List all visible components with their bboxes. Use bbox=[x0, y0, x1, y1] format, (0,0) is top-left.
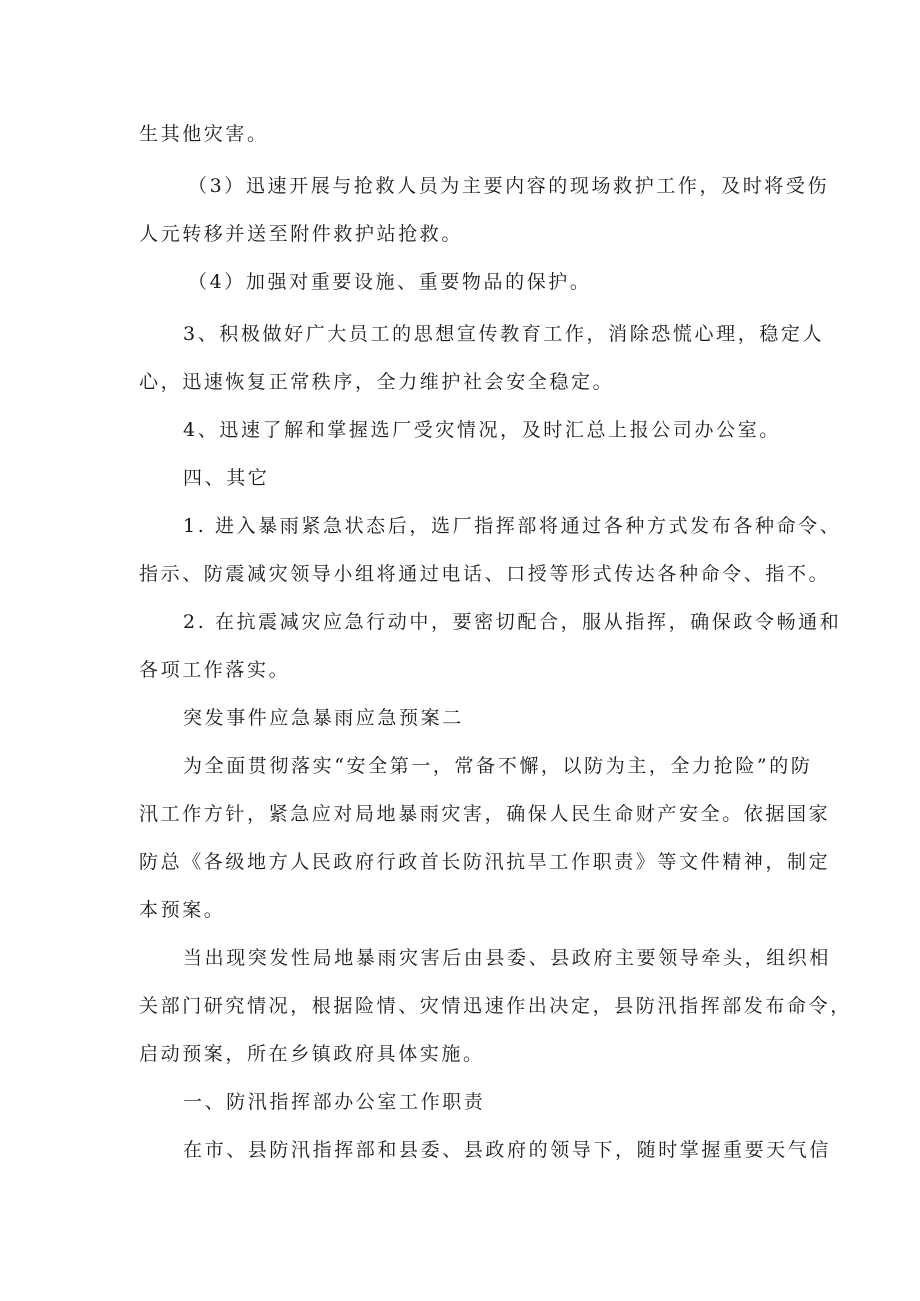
text-line: 本预案。 bbox=[139, 899, 226, 921]
text-line: 生其他灾害。 bbox=[139, 123, 269, 145]
text-line: 心，迅速恢复正常秩序，全力维护社会安全稳定。 bbox=[139, 371, 615, 393]
text-line: 各项工作落实。 bbox=[139, 659, 291, 681]
text-line: 防总《各级地方人民政府行政首长防汛抗旱工作职责》等文件精神，制定 bbox=[139, 851, 831, 873]
section-heading: 突发事件应急暴雨应急预案二 bbox=[183, 707, 464, 729]
text-line: 人元转移并送至附件救护站抢救。 bbox=[139, 223, 464, 245]
text-line: 1. 进入暴雨紧急状态后，选厂指挥部将通过各种方式发布各种命令、 bbox=[183, 515, 842, 537]
text-line: 当出现突发性局地暴雨灾害后由县委、县政府主要领导牵头，组织相 bbox=[183, 947, 832, 969]
text-line: 启动预案，所在乡镇政府具体实施。 bbox=[139, 1043, 485, 1065]
text-line: 关部门研究情况，根据险情、灾情迅速作出决定，县防汛指挥部发布命令， bbox=[139, 995, 852, 1017]
text-line: 3、积极做好广大员工的思想宣传教育工作，消除恐慌心理，稳定人 bbox=[183, 323, 825, 345]
text-line: 在市、县防汛指挥部和县委、县政府的领导下，随时掌握重要天气信 bbox=[183, 1139, 832, 1161]
text-line: 汛工作方针，紧急应对局地暴雨灾害，确保人民生命财产安全。依据国家 bbox=[139, 803, 831, 825]
text-line: 指示、防震减灾领导小组将通过电话、口授等形式传达各种命令、指不。 bbox=[139, 563, 831, 585]
text-line: 为全面贯彻落实“安全第一，常备不懈，以防为主，全力抢险”的防 bbox=[183, 755, 813, 777]
text-line: 2. 在抗震减灾应急行动中，要密切配合，服从指挥，确保政令畅通和 bbox=[183, 611, 842, 633]
section-heading: 四、其它 bbox=[183, 467, 270, 489]
section-heading: 一、防汛指挥部办公室工作职责 bbox=[183, 1091, 486, 1113]
text-line: （4）加强对重要设施、重要物品的保护。 bbox=[188, 271, 592, 293]
text-line: 4、迅速了解和掌握选厂受灾情况，及时汇总上报公司办公室。 bbox=[183, 419, 781, 441]
text-line: （3）迅速开展与抢救人员为主要内容的现场救护工作，及时将受伤 bbox=[188, 175, 830, 197]
